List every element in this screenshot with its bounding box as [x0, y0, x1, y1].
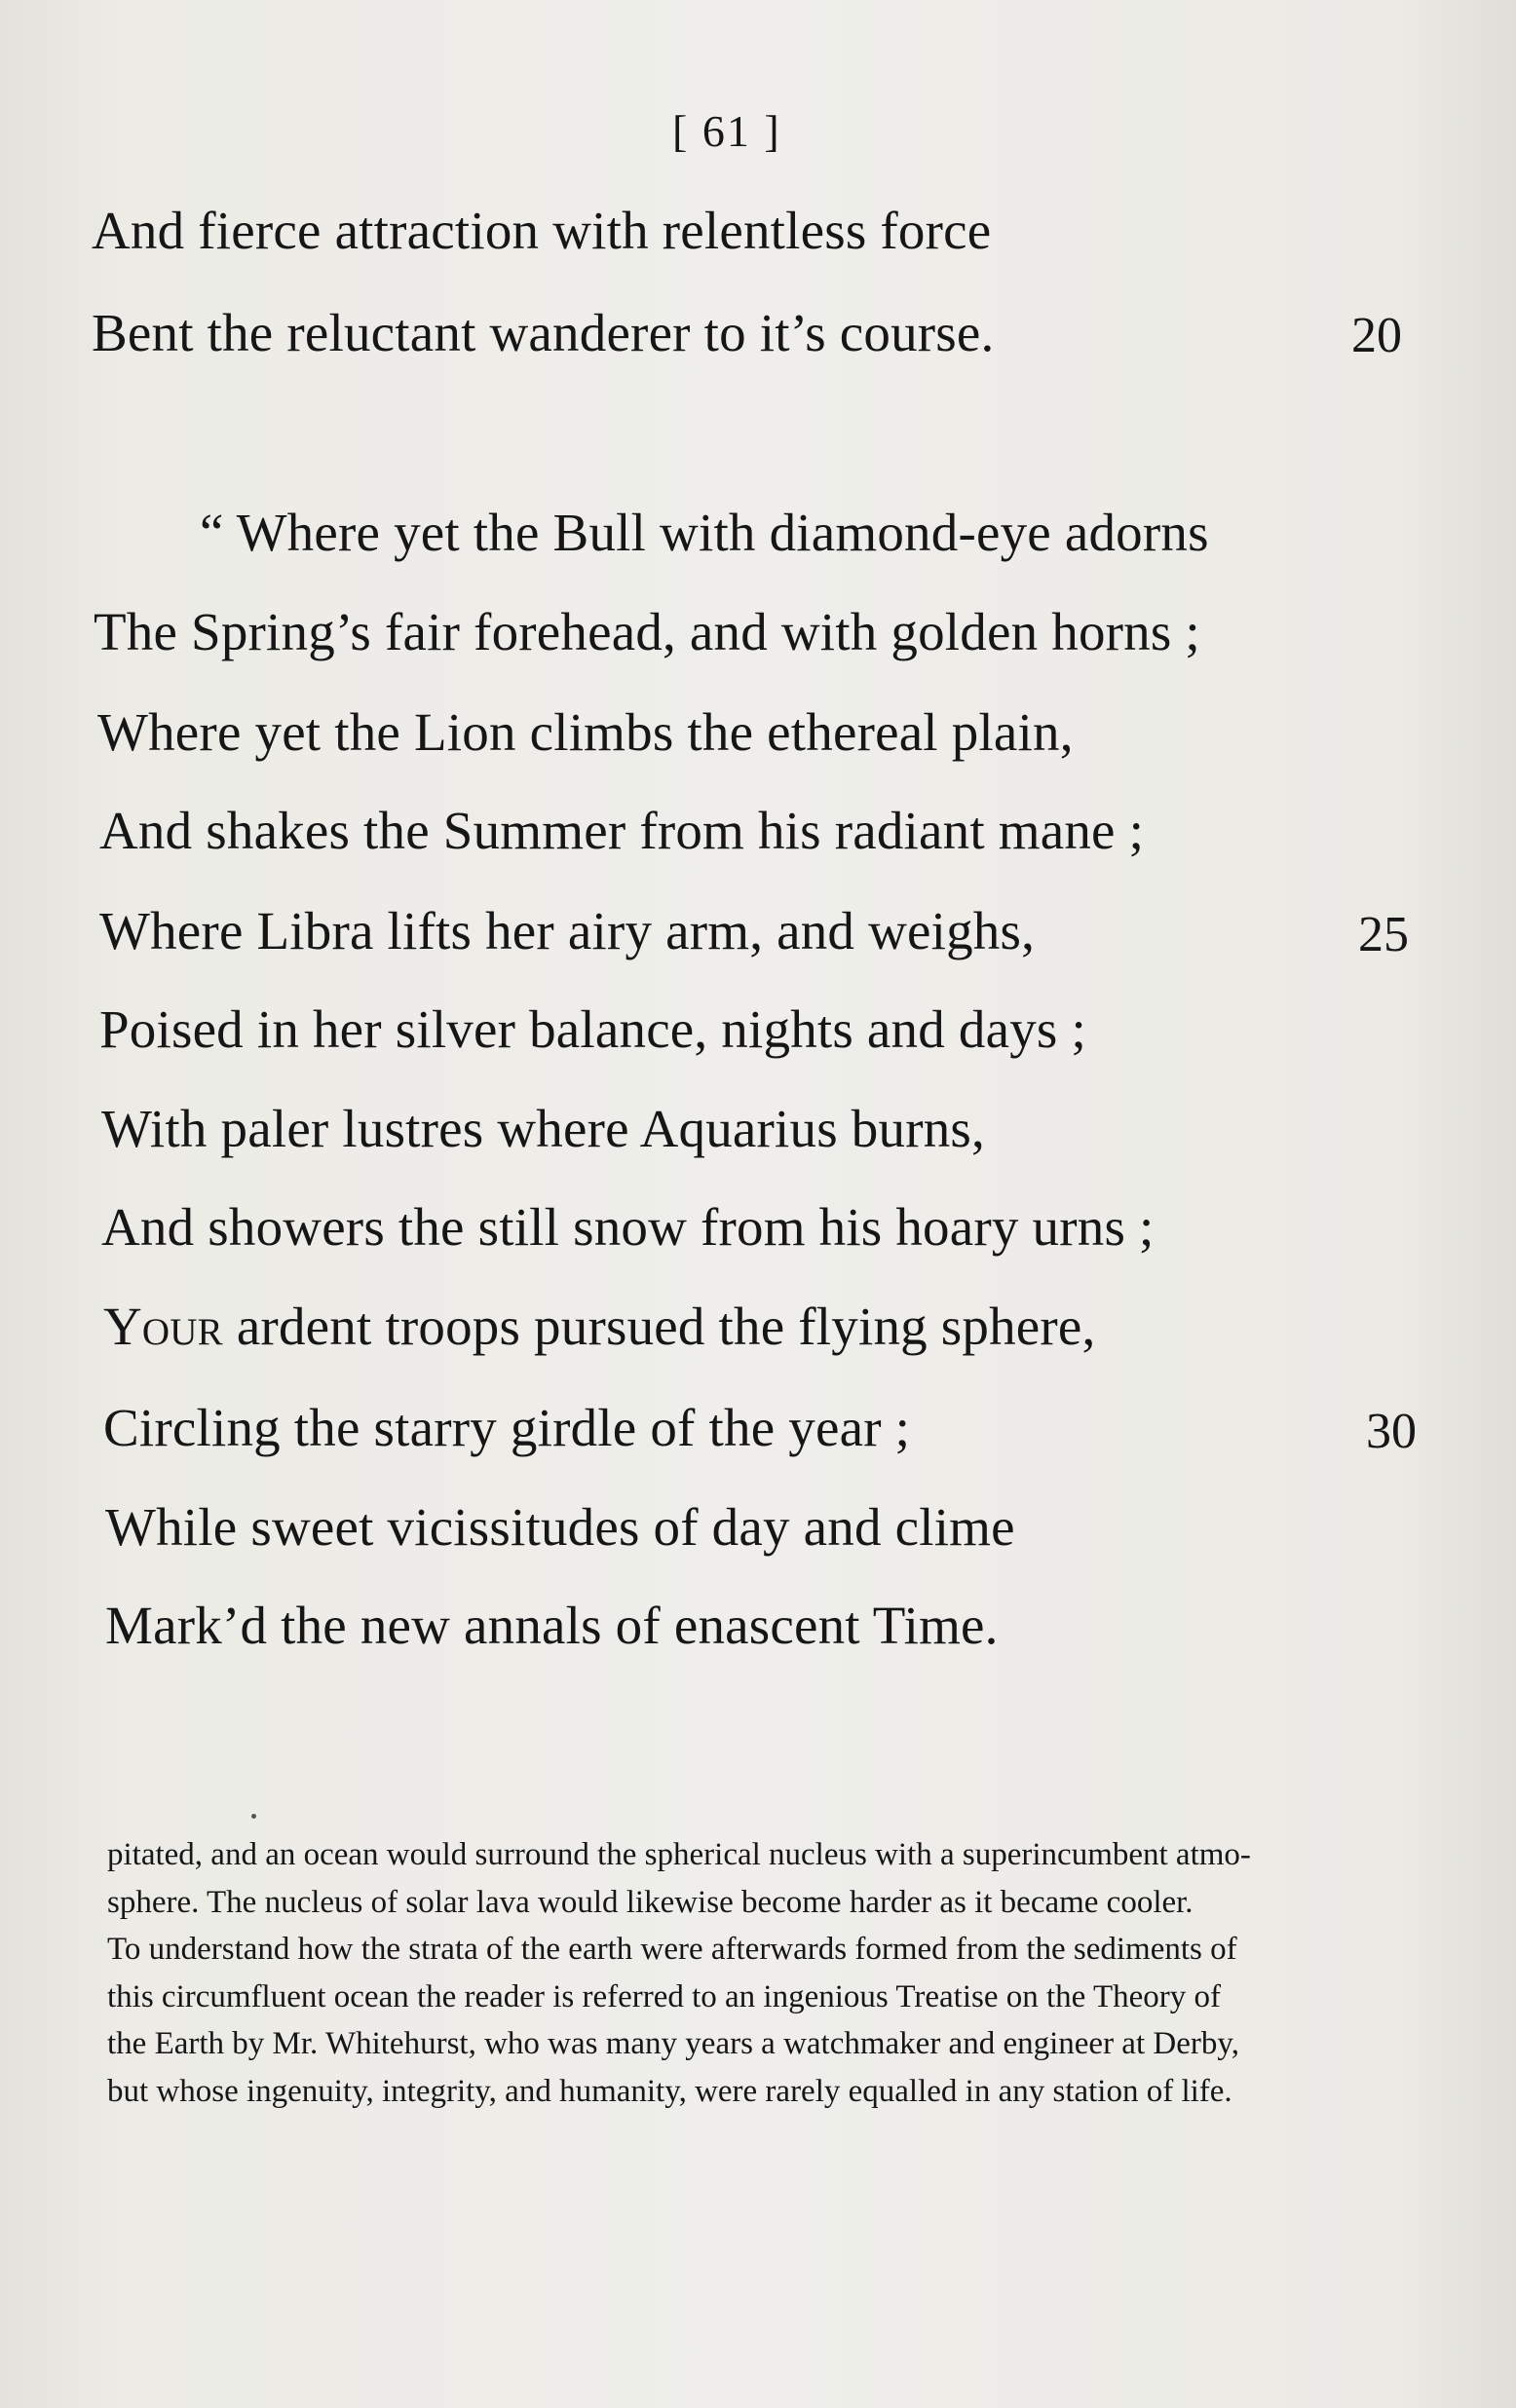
- line-number-30: 30: [1366, 1404, 1417, 1459]
- verse-line-4: The Spring’s fair forehead, and with golden horns ;: [94, 602, 1200, 661]
- verse-line-2: Bent the reluctant wanderer to it’s course.: [92, 303, 995, 362]
- footnote-line-2: sphere. The nucleus of solar lava would likewise become harder as it became cooler.: [107, 1884, 1194, 1920]
- footnote-line-5: the Earth by Mr. Whitehurst, who was many years a watchmaker and engineer at Derby,: [107, 2026, 1239, 2061]
- footnote-line-3: To understand how the strata of the earth were afterwards formed from the sediments of: [107, 1932, 1237, 1967]
- verse-line-10: And showers the still snow from his hoary urns ;: [101, 1197, 1155, 1257]
- verse-line-11: [103, 1296, 1096, 1357]
- verse-line-7: Where Libra lifts her airy arm, and weighs,: [99, 901, 1036, 960]
- verse-line-11-rest: ardent troops pursued the flying sphere,: [222, 1297, 1096, 1356]
- verse-line-13: While sweet vicissitudes of day and clime: [105, 1497, 1015, 1557]
- footnote-line-4: this circumfluent ocean the reader is referred to an ingenious Treatise on the Theory of: [107, 1978, 1222, 2014]
- verse-line-1: And fierce attraction with relentless force: [92, 201, 992, 260]
- verse-line-12: Circling the starry girdle of the year ;: [103, 1398, 911, 1457]
- verse-line-5: Where yet the Lion climbs the ethereal plain,: [97, 702, 1074, 762]
- footnote-line-6: but whose ingenuity, integrity, and humanity, were rarely equalled in any station of life.: [107, 2073, 1232, 2109]
- verse-line-14: Mark’d the new annals of enascent Time.: [105, 1596, 999, 1655]
- small-caps-word: Your: [103, 1297, 223, 1356]
- footnote-line-1: pitated, and an ocean would surround the spherical nucleus with a superincumbent atmo-: [107, 1837, 1251, 1872]
- line-number-20: 20: [1351, 308, 1402, 363]
- verse-line-6: And shakes the Summer from his radiant mane ;: [99, 801, 1145, 860]
- verse-line-3: “ Where yet the Bull with diamond-eye adorns: [200, 503, 1209, 562]
- ink-speck: [251, 1814, 256, 1819]
- verse-line-8: Poised in her silver balance, nights and days ;: [99, 999, 1086, 1059]
- line-number-25: 25: [1358, 907, 1409, 962]
- footnote: [107, 1831, 1442, 2115]
- verse-line-9: With paler lustres where Aquarius burns,: [101, 1099, 985, 1158]
- page-number: [ 61 ]: [672, 106, 781, 156]
